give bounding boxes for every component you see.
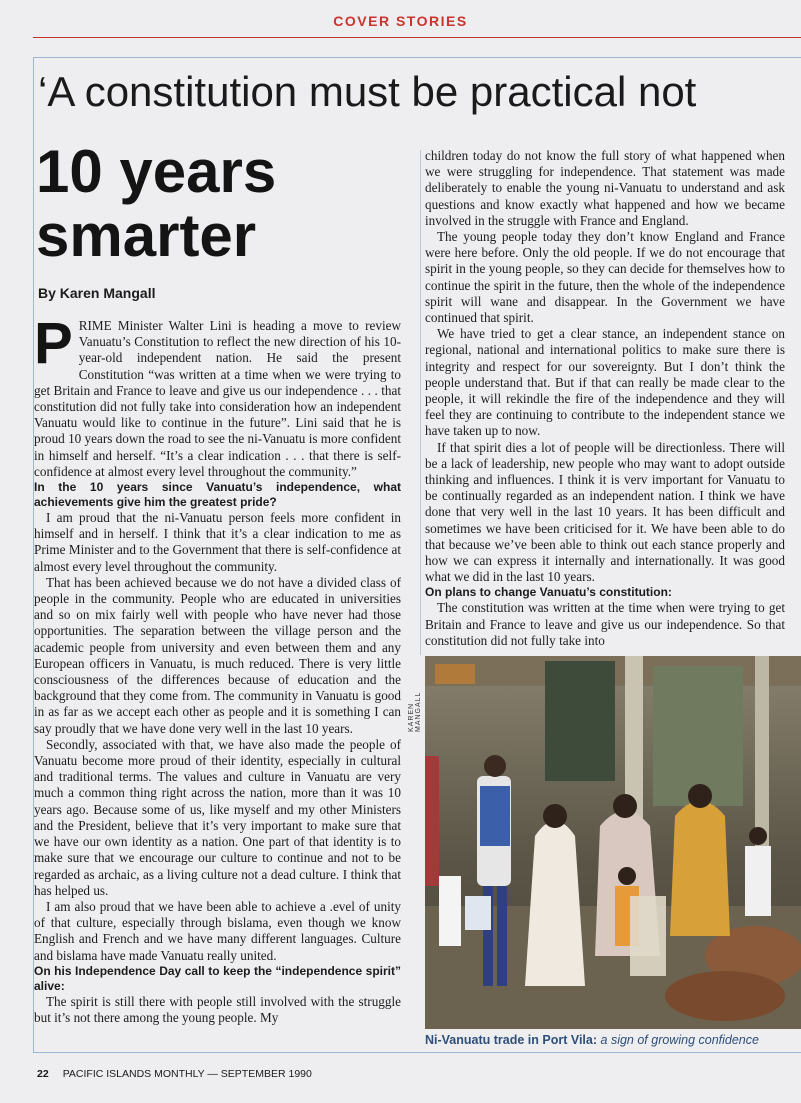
body-paragraph: The spirit is still there with people still involved with the struggle but it’s not there among the young people. My [34,993,401,1025]
body-paragraph: The constitution was written at the time when were trying to get Britain and France to leave and give us our independence. So that constitution did not fully take into [425,600,785,648]
market-photo [425,656,801,1029]
body-paragraph: children today do not know the full story of what happened when we were struggling for independence. That statement was made deliberately to enable the young ni-Vanuatu to understand and ask questions and know exactly what happened and how we became involved in the struggle with France and England. [425,148,785,228]
body-paragraph: We have tried to get a clear stance, an independent stance on regional, national and international politics to make sure there is integrity and respect for our sovereignty. But I don’t think the people understand that. But if that can really be made clear to the people, it will rekindle the fire of the independence and they will feel they are continuing to contribute to the independent stance we have taken up to now. [425,326,785,439]
body-paragraph: I am also proud that we have been able to achieve a .evel of unity of that culture, especially through bislama, even though we know English and French and we have many different languages. Culture and bislama have made Vanuatu really united. [34,898,401,963]
frame-top-line [33,57,801,58]
drop-cap: P [34,318,73,376]
body-paragraph: Secondly, associated with that, we have also made the people of Vanuatu become more proud of their identity, especially in cultural and traditional terms. The values and culture in Vanuatu are very much a common thing right across the nation, more than it was 10 years ago. Because some of us, like myself and my other Ministers and the President, believe that it’s very important to make sure that we have our own identity as a nation. One part of that identity is to make sure that we encourage our culture to continue and not to be regarded as archaic, as a living culture not a dead culture. I think that has helped us. [34,736,401,898]
column-divider [420,150,421,655]
article-title: 10 years smarter [36,138,277,269]
body-paragraph: I am proud that the ni-Vanuatu person feels more confident in himself and in herself. I think that it’s a clear indication to me as Prime Minister and to the Government that there is self-confidence at almost every level throughout the community. [34,510,401,574]
photo-caption [425,1033,801,1047]
header-rule [33,37,801,38]
page-footer [37,1068,312,1080]
section-label: COVER STORIES [333,13,468,29]
question-heading: On plans to change Vanuatu’s constitution: [425,585,672,600]
question-heading: On his Independence Day call to keep the “independence spirit” alive: [34,963,401,993]
lead-text: RIME Minister Walter Lini is heading a move to review Vanuatu’s Constitution to reflect the new direction of his 10-year-old independent nation. He said the present Constitution “was written at a time when we were trying to get Britain and France to leave and give us our independence . . . that constitution did not fully take into consideration how an independent Vanuatu would like to continue in the future”. Lini said that he is proud 10 years down the road to see the ni-Vanuatu is more confident in himself and herself. “It’s a clear indication . . . that there is self-confidence at almost every level throughout the community.” [34,318,401,479]
caption-italic: a sign of growing confidence [600,1033,759,1047]
left-column [34,318,401,1043]
lead-paragraph [34,318,401,480]
pull-headline: ‘A constitution must be practical not [38,68,697,115]
body-paragraph: The young people today they don’t know England and France were here before. Only the old people. If we do not encourage that spirit in the young people, so they can decide for themselves how to continue the spirit in the future, then the whole of the independence spirit will wane and disappear. In the Government we have continued that spirit. [425,229,785,326]
body-paragraph: That has been achieved because we do not have a divided class of people in the community. People who are educated in universities and so on mix fairly well with people who have never had those opportunities. The separation between the village person and the academic people from university and even between them and any European officers in Vanuatu, is much reduced. There is very little consciousness of the differences because of education and the background that they come from. The community in Vanuatu is good in as far as we accept each other as people and it is something I can say proudly that we have done very well in the last 10 years. [34,574,401,736]
page-number: 22 [37,1068,49,1080]
byline: By Karen Mangall [38,285,156,301]
publication-line: PACIFIC ISLANDS MONTHLY — SEPTEMBER 1990 [62,1068,312,1080]
caption-bold: Ni-Vanuatu trade in Port Vila: [425,1033,598,1047]
photo-credit: KAREN MANGALL [408,691,422,732]
right-column [425,148,785,656]
body-paragraph: If that spirit dies a lot of people will be directionless. There will be a lack of leadership, new people who may want to adopt outside thinking and influences. I think it is verv important for Vanuatu to be continually regarded as an independent nation. I think we have done that very well in the last 10 years. It has been difficult and sometimes we have been criticised for it. We have been able to do that because we’ve been able to think out each stance properly and how we can express it internally and internationally. It was good what we did in the last 10 years. [425,439,785,585]
market-scene-image [425,656,801,1029]
question-heading: In the 10 years since Vanuatu’s independence, what achievements give him the greatest pride? [34,480,401,510]
frame-bottom-line [33,1052,801,1053]
